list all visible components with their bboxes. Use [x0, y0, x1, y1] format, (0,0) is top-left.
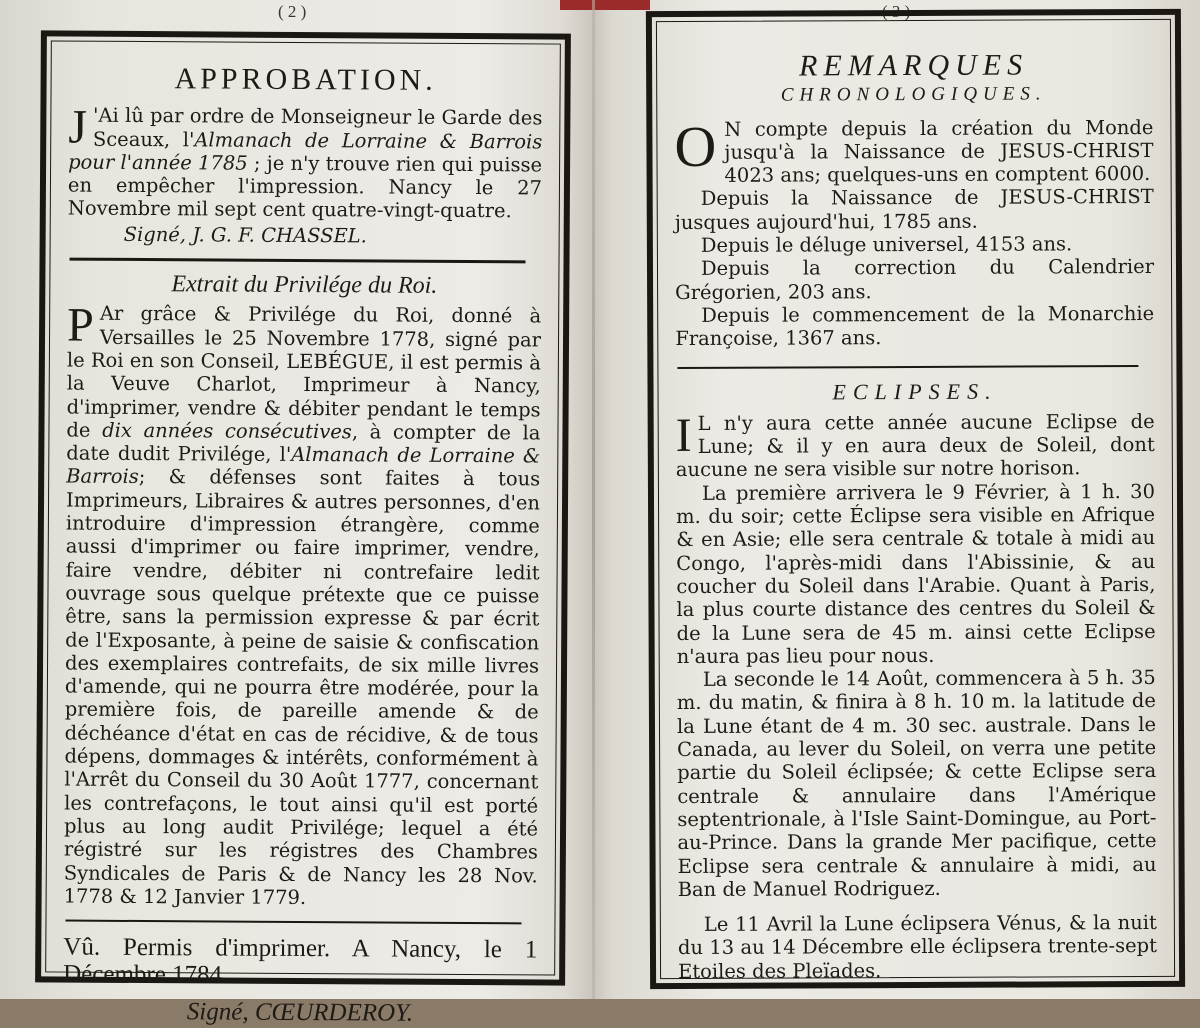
approbation-drop-cap: J [68, 100, 88, 154]
remarques-para-1-text: N compte depuis la création du Monde jusqu'à la Naissance de JESUS-CHRIST 4023 ans; quelques-uns en comptent 6000. [724, 115, 1154, 188]
red-ribbon [560, 0, 650, 10]
remarques-para-3: Depuis le déluge universel, 4153 ans. [700, 232, 1073, 258]
eclipses-para-1-text: L n'y aura cette année aucune Eclipse de Lune; & il y en aura deux de Soleil, dont aucune ne sera visible sur notre horison. [675, 409, 1155, 482]
approbation-signature [68, 222, 542, 248]
privilege-text-1: Ar grâce & Privilége du Roi, donné à Versailles le 25 Novembre 1778, signé par le Roi en son Conseil, LEBÉGUE, il est permis à la Veuve Charlot, Imprimeur à Nancy, d'imprimer, vendre & débiter pendant le temps de [66, 302, 542, 442]
approbation-title: APPROBATION. [174, 62, 437, 97]
left-page-frame [35, 30, 571, 1027]
privilege-text [63, 298, 542, 911]
left-page-number: ( 2 ) [278, 2, 307, 21]
remarques-subtitle: CHRONOLOGIQUES. [780, 83, 1047, 106]
right-page-number: ( 3 ) [882, 2, 911, 21]
remarques-para-1 [674, 113, 1154, 188]
approbation-signature-text: Signé, J. G. F. CHASSEL. [123, 222, 367, 248]
eclipses-para-4: Le 11 Avril la Lune éclipsera Vénus, & la nuit du 13 au 14 Décembre elle éclipsera trente-sept Etoiles des Pleïades. [677, 911, 1158, 983]
eclipses-para-2: La première arrivera le 9 Février, à 1 h. 30 m. du soir; cette Éclipse sera visible en Afrique & en Asie; elle sera centrale & totale à midi au Congo, l'après-midi dans l'Abissinie, & au coucher du Soleil dans l'Arabie. Quant à Paris, la plus courte distance des centres du Soleil & de la Lune sera de 45 m. ainsi cette Eclipse n'aura pas lieu pour nous. [676, 479, 1156, 668]
permis-text: Vû. Permis d'imprimer. A Nancy, le 1 Décembre 1784. [63, 933, 538, 989]
section-divider [70, 258, 526, 264]
privilege-text-2: , à compter de la date dudit Privilége, l' [66, 420, 541, 467]
approbation-almanach-title: Almanach de Lorraine & Barrois pour l'année 1785 [68, 127, 543, 175]
eclipses-title: ECLIPSES. [832, 378, 998, 404]
permis-signature [63, 1000, 537, 1026]
remarques-para-4: Depuis la correction du Calendrier Grégorien, 203 ans. [675, 255, 1155, 304]
eclipses-para-1 [676, 410, 1155, 482]
privilege-text-3: ; & défenses sont faites à tous Imprimeurs, Libraires & autres personnes, d'en introduire d'impression étrangère, comme aussi d'imprimer ou faire imprimer, vendre, faire vendre, débiter ni contrefaire ledit ouvrage sous quelque prétexte que ce puisse être, sans la permission expresse & par écrit de l'Exposante, à peine de saisie & confiscation des exemplaires contrefaits, de six mille livres d'amende, qui ne pourra être modérée, pour la première fois, de pareille amende & de déchéance d'état en cas de récidive, & de tous dépens, dommages & intérêts, conformément à l'Arrêt du Conseil du 30 Août 1777, concernant les contrefaçons, le tout ainsi qu'il est porté plus au long audit Privilége; lequel a été régistré sur les régistres des Chambres Syndicales de Paris & de Nancy les 28 Nov. 1778 & 12 Janvier 1779. [63, 465, 541, 909]
privilege-duration: dix années consécutives [102, 418, 352, 444]
privilege-drop-cap: P [66, 298, 94, 353]
privilege-title: Extrait du Privilége du Roi. [171, 271, 438, 299]
eclipses-drop-cap: I [675, 408, 692, 462]
remarques-para-5: Depuis le commencement de la Monarchie Françoise, 1367 ans. [675, 301, 1155, 351]
remarques-drop-cap: O [674, 113, 717, 179]
section-divider [677, 365, 1138, 369]
approbation-text-2: ; je n'y trouve rien qui puisse en empêcher l'impression. Nancy le 27 Novembre mil sept cent quatre-vingt-quatre. [67, 151, 543, 223]
section-divider [65, 920, 521, 925]
eclipses-para-3: La seconde le 14 Août, commencera à 5 h. 35 m. du matin, & finira à 8 h. 10 m. la latitude de la Lune étant de 4 m. 30 sec. australe. Dans le Canada, au lever du Soleil, on verra une petite partie du Soleil éclipsée; & cette Eclipse sera centrale & annulaire dans l'Amérique septentrionale, à l'Isle Saint-Domingue, au Port-au-Prince. Dans la grande Mer pacifique, cette Eclipse sera centrale & annulaire à midi, au Ban de Manuel Rodriguez. [676, 666, 1157, 901]
remarques-para-2: Depuis la Naissance de JESUS-CHRIST jusques aujourd'hui, 1785 ans. [674, 185, 1154, 234]
book-spine [592, 0, 595, 999]
approbation-text-1: 'Ai lû par ordre de Monseigneur le Garde des Sceaux, l' [92, 104, 543, 151]
left-page-content [63, 49, 543, 1027]
permis-signature-text: Signé, CŒURDEROY. [186, 998, 414, 1027]
right-page-frame [646, 9, 1185, 989]
remarques-title: REMARQUES [799, 48, 1029, 83]
privilege-almanach-title: Almanach de Lorraine & Barrois [66, 443, 541, 489]
right-page-content [674, 27, 1158, 983]
approbation-text [67, 100, 543, 223]
